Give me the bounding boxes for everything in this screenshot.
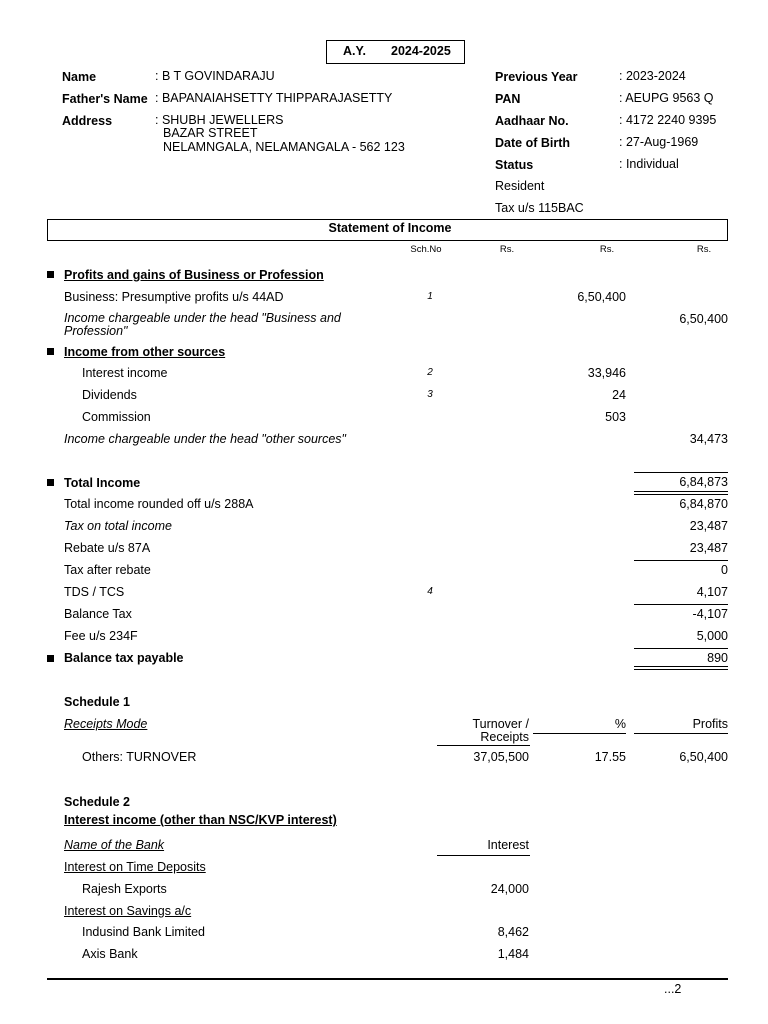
- col-header-rs-1: Rs.: [499, 244, 515, 255]
- schedule1-title: Schedule 1: [64, 695, 130, 709]
- tax-on-income-label: Tax on total income: [64, 519, 172, 533]
- bank-interest: 24,000: [490, 882, 529, 896]
- status-label: Status: [495, 158, 534, 172]
- other-row-label: Dividends: [82, 388, 137, 402]
- bank-name: Axis Bank: [82, 947, 138, 961]
- fee-234f-value: 5,000: [696, 629, 728, 643]
- total-income-value: 6,84,873: [679, 475, 728, 489]
- rule: [437, 855, 530, 856]
- other-row-label: Commission: [82, 410, 151, 424]
- previous-year-label: Previous Year: [495, 70, 578, 84]
- bank-name: Indusind Bank Limited: [82, 925, 205, 939]
- rounded-income-value: 6,84,870: [679, 497, 728, 511]
- section-bullet: [47, 348, 54, 355]
- previous-year-value: : 2023-2024: [619, 69, 686, 83]
- double-rule: [634, 666, 728, 670]
- section-bullet: [47, 655, 54, 662]
- business-row-sch: 1: [427, 291, 433, 302]
- bank-name: Rajesh Exports: [82, 882, 167, 896]
- tds-tcs-value: 4,107: [696, 585, 728, 599]
- name-value: : B T GOVINDARAJU: [155, 69, 275, 83]
- schedule1-row-pct: 17.55: [594, 750, 626, 764]
- address-line-1: : SHUBH JEWELLERS: [155, 113, 284, 127]
- schedule1-row-label: Others: TURNOVER: [82, 750, 197, 764]
- pan-value: : AEUPG 9563 Q: [619, 91, 714, 105]
- rule: [634, 472, 728, 473]
- other-chargeable-value: 34,473: [689, 432, 728, 446]
- schedule2-col-interest: Interest: [487, 838, 529, 852]
- business-row-value: 6,50,400: [577, 290, 626, 304]
- schedule1-col-turnover-2: Receipts: [480, 730, 529, 744]
- business-row-label: Business: Presumptive profits u/s 44AD: [64, 290, 284, 304]
- rule: [533, 733, 626, 734]
- section-bullet: [47, 271, 54, 278]
- address-label: Address: [62, 114, 113, 128]
- other-row-label: Interest income: [82, 366, 168, 380]
- address-line-3: NELAMNGALA, NELAMANGALA - 562 123: [163, 140, 405, 154]
- business-chargeable-value: 6,50,400: [679, 312, 728, 326]
- name-label: Name: [62, 70, 97, 84]
- father-name-value: : BAPANAIAHSETTY THIPPARAJASETTY: [155, 91, 393, 105]
- other-row-value: 33,946: [587, 366, 626, 380]
- rule: [634, 648, 728, 649]
- other-sources-head: Income from other sources: [64, 345, 226, 359]
- savings-head: Interest on Savings a/c: [64, 904, 192, 918]
- statement-title: Statement of Income: [328, 221, 452, 235]
- ay-value: 2024-2025: [391, 44, 451, 58]
- rule: [634, 560, 728, 561]
- schedule1-col-mode: Receipts Mode: [64, 717, 148, 731]
- tax-after-rebate-label: Tax after rebate: [64, 563, 151, 577]
- col-header-rs-2: Rs.: [599, 244, 615, 255]
- tax-after-rebate-value: 0: [721, 563, 728, 577]
- col-header-schno: Sch.No: [410, 244, 442, 255]
- rebate-value: 23,487: [689, 541, 728, 555]
- dob-label: Date of Birth: [495, 136, 570, 150]
- rule: [437, 745, 530, 746]
- schedule2-col-bank: Name of the Bank: [64, 838, 165, 852]
- other-chargeable-label: Income chargeable under the head "other sources": [64, 432, 346, 446]
- fee-234f-label: Fee u/s 234F: [64, 629, 138, 643]
- bank-interest: 1,484: [497, 947, 529, 961]
- rebate-label: Rebate u/s 87A: [64, 541, 151, 555]
- schedule1-col-pct: %: [614, 717, 626, 731]
- pan-label: PAN: [495, 92, 521, 106]
- father-name-label: Father's Name: [62, 92, 148, 106]
- tax-regime: Tax u/s 115BAC: [495, 201, 584, 215]
- aadhaar-label: Aadhaar No.: [495, 114, 569, 128]
- status-value: : Individual: [619, 157, 679, 171]
- balance-payable-label: Balance tax payable: [64, 651, 184, 665]
- schedule1-row-turnover: 37,05,500: [473, 750, 529, 764]
- residential-status: Resident: [495, 179, 545, 193]
- page-continuation-marker: ...2: [664, 982, 682, 996]
- other-row-value: 24: [612, 388, 626, 402]
- balance-payable-value: 890: [707, 651, 728, 665]
- bank-interest: 8,462: [497, 925, 529, 939]
- double-rule: [634, 491, 728, 495]
- footer-rule: [47, 978, 728, 980]
- balance-tax-value: -4,107: [692, 607, 728, 621]
- other-row-sch: 2: [427, 367, 433, 378]
- balance-tax-label: Balance Tax: [64, 607, 132, 621]
- rule: [634, 733, 728, 734]
- total-income-label: Total Income: [64, 476, 141, 490]
- schedule2-title: Schedule 2: [64, 795, 130, 809]
- aadhaar-value: : 4172 2240 9395: [619, 113, 717, 127]
- other-row-value: 503: [605, 410, 626, 424]
- schedule1-col-profits: Profits: [692, 717, 728, 731]
- schedule1-col-turnover: Turnover /: [472, 717, 529, 731]
- ay-label: A.Y.: [343, 44, 366, 58]
- address-line-2: BAZAR STREET: [163, 126, 258, 140]
- time-deposits-head: Interest on Time Deposits: [64, 860, 206, 874]
- business-head: Profits and gains of Business or Profession: [64, 268, 324, 282]
- rounded-income-label: Total income rounded off u/s 288A: [64, 497, 254, 511]
- tds-tcs-sch: 4: [427, 586, 433, 597]
- other-row-sch: 3: [427, 389, 433, 400]
- tax-on-income-value: 23,487: [689, 519, 728, 533]
- schedule1-row-profits: 6,50,400: [679, 750, 728, 764]
- rule: [634, 604, 728, 605]
- tds-tcs-label: TDS / TCS: [64, 585, 125, 599]
- section-bullet: [47, 479, 54, 486]
- schedule2-subtitle: Interest income (other than NSC/KVP interest): [64, 813, 337, 827]
- business-chargeable-label: Income chargeable under the head "Business and Profession": [64, 311, 341, 338]
- col-header-rs-3: Rs.: [696, 244, 712, 255]
- dob-value: : 27-Aug-1969: [619, 135, 699, 149]
